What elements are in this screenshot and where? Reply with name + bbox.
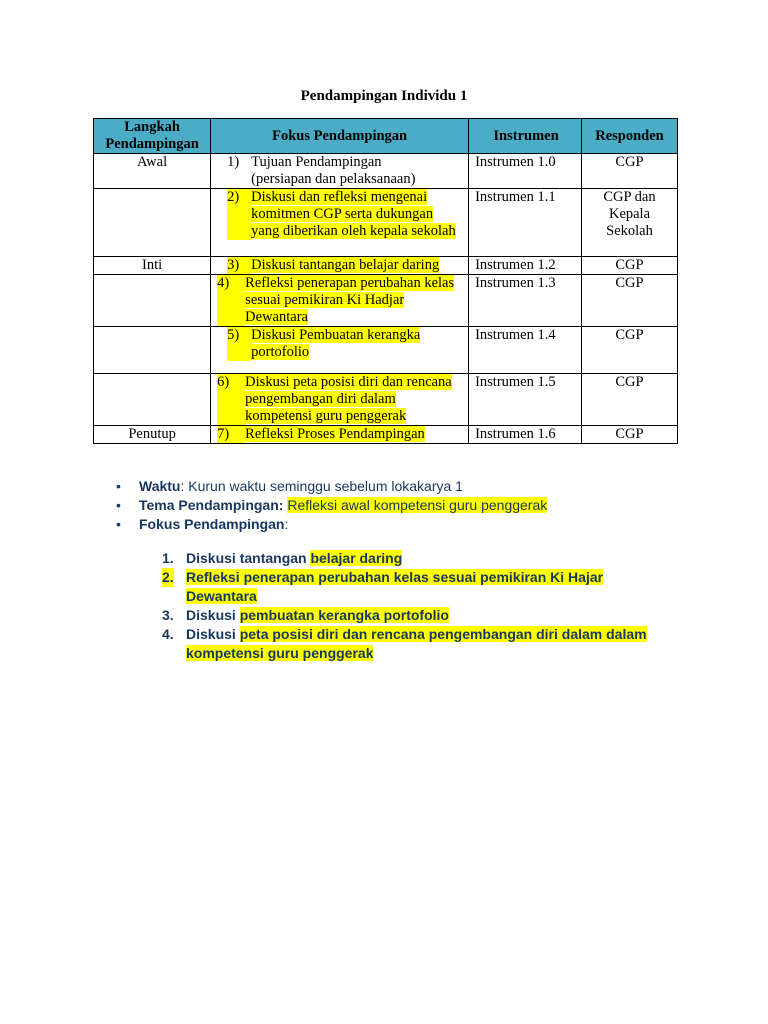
instrument-cell: Instrumen 1.2 bbox=[469, 257, 582, 275]
respondent-cell: CGP bbox=[582, 374, 678, 426]
table-row bbox=[94, 154, 678, 189]
list-highlight: peta posisi diri dan rencana pengembangan diri dalam dalam kompetensi guru penggerak bbox=[186, 626, 647, 661]
focus-number: 5) bbox=[227, 327, 251, 361]
mentoring-table bbox=[93, 118, 678, 444]
table-header-row bbox=[94, 119, 678, 154]
fokus-colon: : bbox=[284, 516, 289, 532]
respondent-cell: CGP dan Kepala Sekolah bbox=[582, 189, 678, 257]
tema-label: Tema Pendampingan: bbox=[139, 497, 284, 513]
table-row bbox=[94, 257, 678, 275]
list-number: 3. bbox=[162, 607, 174, 623]
focus-cell bbox=[211, 426, 469, 444]
focus-number: 6) bbox=[217, 374, 245, 425]
step-cell bbox=[94, 327, 211, 374]
respondent-cell: CGP bbox=[582, 275, 678, 327]
list-number: 4. bbox=[162, 626, 174, 642]
list-item bbox=[162, 568, 672, 606]
list-number: 1. bbox=[162, 550, 174, 566]
focus-cell bbox=[211, 275, 469, 327]
table-row bbox=[94, 275, 678, 327]
instrument-cell: Instrumen 1.4 bbox=[469, 327, 582, 374]
focus-cell bbox=[211, 257, 469, 275]
focus-cell bbox=[211, 154, 469, 189]
header-focus: Fokus Pendampingan bbox=[211, 119, 469, 154]
focus-text: Diskusi peta posisi diri dan rencana pengembangan diri dalam kompetensi guru penggerak bbox=[245, 374, 452, 424]
focus-text: Diskusi dan refleksi mengenai komitmen CGP serta dukungan yang diberikan oleh kepala sekolah bbox=[251, 189, 456, 239]
focus-text: Diskusi Pembuatan kerangka portofolio bbox=[251, 327, 421, 360]
list-text: Diskusi tantangan bbox=[186, 550, 311, 566]
focus-list bbox=[162, 549, 672, 663]
step-cell: Awal bbox=[94, 154, 211, 189]
header-instrument: Instrumen bbox=[469, 119, 582, 154]
list-item bbox=[162, 625, 672, 663]
focus-number: 7) bbox=[217, 426, 245, 443]
respondent-cell: CGP bbox=[582, 426, 678, 444]
focus-number: 4) bbox=[217, 275, 245, 326]
tema-value: Refleksi awal kompetensi guru penggerak bbox=[287, 497, 548, 513]
table-row bbox=[94, 426, 678, 444]
instrument-cell: Instrumen 1.6 bbox=[469, 426, 582, 444]
table-row bbox=[94, 374, 678, 426]
focus-number: 1) bbox=[227, 154, 240, 170]
header-respondent: Responden bbox=[582, 119, 678, 154]
focus-text: Tujuan Pendampingan bbox=[251, 154, 382, 170]
bullet-tema bbox=[112, 496, 547, 515]
focus-subtext: (persiapan dan pelaksanaan) bbox=[251, 171, 416, 187]
info-bullets bbox=[112, 477, 547, 534]
bullet-dot-icon: • bbox=[116, 516, 121, 532]
list-item bbox=[162, 549, 672, 568]
list-text: Diskusi bbox=[186, 626, 240, 642]
focus-cell bbox=[211, 374, 469, 426]
list-highlight: pembuatan kerangka portofolio bbox=[239, 607, 449, 623]
waktu-label: Waktu bbox=[139, 478, 181, 494]
focus-text: Refleksi Proses Pendampingan bbox=[245, 426, 425, 442]
waktu-value: : Kurun waktu seminggu sebelum lokakarya 1 bbox=[180, 478, 463, 494]
document-title: Pendampingan Individu 1 bbox=[300, 88, 468, 104]
focus-number: 2) bbox=[227, 189, 251, 240]
bullet-waktu bbox=[112, 477, 547, 496]
step-cell: Inti bbox=[94, 257, 211, 275]
list-highlight: Refleksi penerapan perubahan kelas sesuai pemikiran Ki Hajar Dewantara bbox=[186, 569, 604, 604]
fokus-label: Fokus Pendampingan bbox=[139, 516, 285, 532]
bullet-dot-icon: • bbox=[116, 497, 121, 513]
bullet-dot-icon: • bbox=[116, 478, 121, 494]
focus-cell bbox=[211, 327, 469, 374]
respondent-cell: CGP bbox=[582, 154, 678, 189]
focus-cell bbox=[211, 189, 469, 257]
list-highlight: belajar daring bbox=[310, 550, 403, 566]
list-number: 2. bbox=[162, 569, 174, 585]
focus-text: Diskusi tantangan belajar daring bbox=[251, 257, 440, 273]
bullet-fokus bbox=[112, 515, 547, 534]
instrument-cell: Instrumen 1.5 bbox=[469, 374, 582, 426]
respondent-cell: CGP bbox=[582, 327, 678, 374]
table-row bbox=[94, 327, 678, 374]
header-step: Langkah Pendampingan bbox=[94, 119, 211, 154]
step-cell bbox=[94, 374, 211, 426]
table-row bbox=[94, 189, 678, 257]
step-cell: Penutup bbox=[94, 426, 211, 444]
instrument-cell: Instrumen 1.0 bbox=[469, 154, 582, 189]
step-cell bbox=[94, 189, 211, 257]
step-cell bbox=[94, 275, 211, 327]
respondent-cell: CGP bbox=[582, 257, 678, 275]
list-text: Diskusi bbox=[186, 607, 240, 623]
list-item bbox=[162, 606, 672, 625]
instrument-cell: Instrumen 1.3 bbox=[469, 275, 582, 327]
focus-number: 3) bbox=[227, 257, 251, 274]
instrument-cell: Instrumen 1.1 bbox=[469, 189, 582, 257]
focus-text: Refleksi penerapan perubahan kelas sesuai pemikiran Ki Hadjar Dewantara bbox=[245, 275, 455, 325]
